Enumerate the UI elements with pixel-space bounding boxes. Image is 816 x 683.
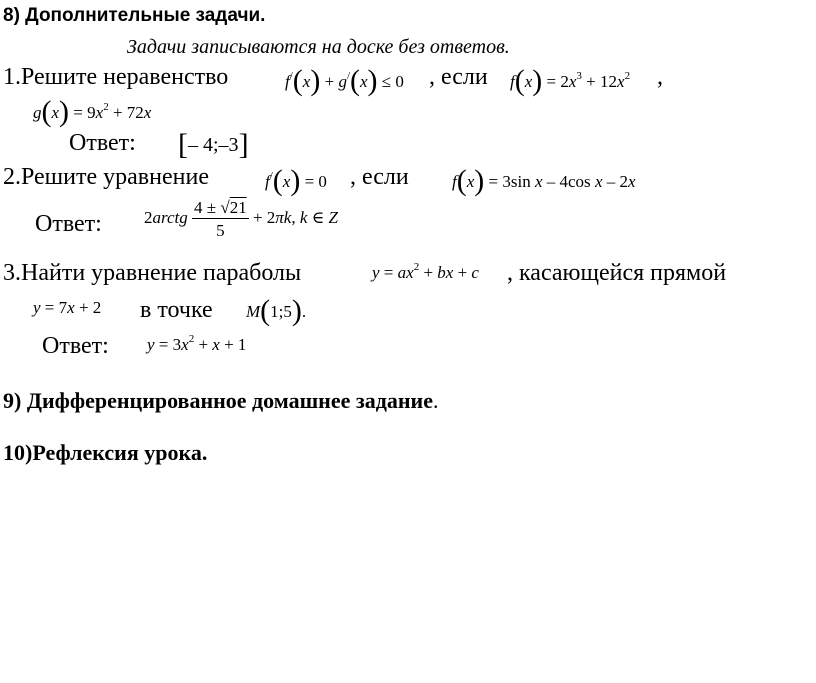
task3-label: 3.Найти уравнение параболы (3, 260, 302, 286)
task3-tangent-label: , касающейся прямой (507, 260, 727, 286)
task2-answer: 2arctg $\frac{4 \pm √21}{5}$ + 2πk, k ∈ Z (144, 198, 338, 240)
subtitle: Задачи записываются на доске без ответов. (127, 36, 510, 58)
section10-heading: 10)Рефлексия урока. (3, 440, 208, 465)
task3-point: M(1;5). (246, 294, 307, 327)
task3-answer-label: Ответ: (42, 333, 109, 359)
section9-text: 9) Дифференцированное домашнее задание (3, 388, 433, 413)
section-heading: 8) Дополнительные задачи. (3, 5, 266, 26)
task2-answer-label: Ответ: (35, 211, 102, 237)
task1-inequality: f/(x) + g/(x) ≤ 0 (285, 64, 404, 97)
section9-period: . (432, 388, 439, 413)
task1-answer: [– 4;–3] (178, 128, 249, 161)
task1-if-label: , если (429, 64, 488, 90)
task3-answer: $y = 3x^2 + x + 1$ (147, 333, 247, 354)
task2-if-label: , если (350, 164, 409, 190)
task2-f-definition: f(x) = 3sin x – 4cos x – 2x (452, 164, 636, 197)
task1-g-definition: $g(x) = 9x^2 + 72x$ (33, 95, 152, 128)
task3-at-point-label: в точке (140, 297, 213, 323)
section9-heading (3, 390, 438, 412)
task1-comma: , (657, 64, 663, 90)
task3-line: y = 7x + 2 (33, 298, 102, 317)
task1-answer-label: Ответ: (69, 130, 136, 156)
task2-equation: f/(x) = 0 (265, 164, 327, 197)
task1-label: 1.Решите неравенство (3, 64, 229, 90)
task1-f-definition: $f(x) = 2x^3 + 12x^2$ (510, 64, 631, 97)
task2-label: 2.Решите уравнение (3, 164, 209, 190)
task3-parabola: $y = ax^2$ + bx + c (372, 261, 479, 282)
